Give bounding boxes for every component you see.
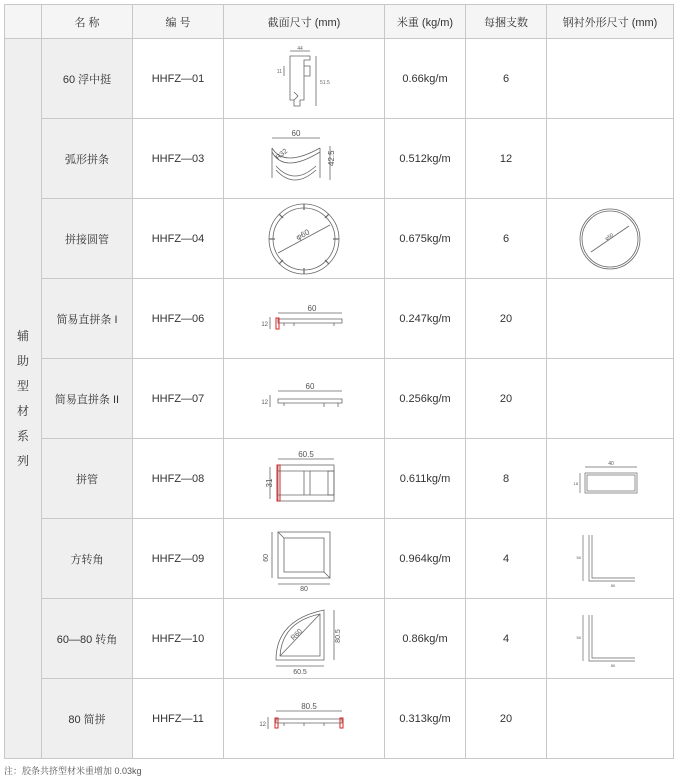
svg-text:R32: R32 xyxy=(274,147,290,162)
steel-cell xyxy=(547,199,674,279)
table-row xyxy=(5,119,674,199)
svg-text:60.5: 60.5 xyxy=(293,668,307,676)
table-row xyxy=(5,599,674,679)
count-cell: 8 xyxy=(466,439,547,519)
svg-text:12: 12 xyxy=(261,399,268,406)
name-cell: 拼管 xyxy=(42,439,133,519)
header-corner xyxy=(5,5,42,39)
profile-table xyxy=(4,4,674,759)
count-cell: 6 xyxy=(466,199,547,279)
weight-cell: 0.86kg/m xyxy=(385,599,466,679)
svg-text:42.5: 42.5 xyxy=(327,149,336,166)
table-row xyxy=(5,359,674,439)
header-weight: 米重 (kg/m) xyxy=(385,5,466,39)
category-cell xyxy=(5,39,42,759)
weight-cell: 0.611kg/m xyxy=(385,439,466,519)
section-drawing-cell xyxy=(224,519,385,599)
svg-text:50: 50 xyxy=(576,634,581,640)
svg-text:80.5: 80.5 xyxy=(335,628,342,643)
svg-text:φ60: φ60 xyxy=(294,227,312,242)
weight-cell: 0.512kg/m xyxy=(385,119,466,199)
svg-text:R60: R60 xyxy=(289,627,304,642)
section-drawing-cell xyxy=(224,439,385,519)
svg-text:50: 50 xyxy=(576,554,581,560)
weight-cell: 0.247kg/m xyxy=(385,279,466,359)
steel-cell xyxy=(547,119,674,199)
steel-cell xyxy=(547,439,674,519)
code-cell: HHFZ—08 xyxy=(133,439,224,519)
section-drawing xyxy=(254,299,354,339)
svg-text:60.5: 60.5 xyxy=(298,449,314,459)
steel-drawing xyxy=(577,206,643,272)
svg-text:50: 50 xyxy=(610,662,616,668)
weight-cell: 0.256kg/m xyxy=(385,359,466,439)
name-cell: 方转角 xyxy=(42,519,133,599)
section-drawing-cell xyxy=(224,599,385,679)
weight-cell: 0.675kg/m xyxy=(385,199,466,279)
svg-text:60: 60 xyxy=(307,303,317,313)
svg-text:12: 12 xyxy=(261,321,268,328)
steel-drawing xyxy=(575,529,645,589)
svg-text:80: 80 xyxy=(300,585,308,593)
svg-text:12: 12 xyxy=(259,721,266,728)
steel-cell xyxy=(547,359,674,439)
svg-text:φ50: φ50 xyxy=(604,231,615,242)
table-row xyxy=(5,679,674,759)
svg-text:60: 60 xyxy=(305,381,315,391)
section-drawing-cell xyxy=(224,279,385,359)
name-cell: 简易直拼条 II xyxy=(42,359,133,439)
name-cell: 弧形拼条 xyxy=(42,119,133,199)
count-cell: 20 xyxy=(466,359,547,439)
svg-text:11: 11 xyxy=(276,68,282,75)
section-drawing-cell xyxy=(224,119,385,199)
name-cell: 80 简拼 xyxy=(42,679,133,759)
section-drawing xyxy=(254,604,354,674)
code-cell: HHFZ—04 xyxy=(133,199,224,279)
section-drawing-cell xyxy=(224,39,385,119)
steel-cell xyxy=(547,39,674,119)
header-count: 每捆支数 xyxy=(466,5,547,39)
header-row xyxy=(5,5,674,39)
name-cell: 拼接圆管 xyxy=(42,199,133,279)
category-label: 辅 助 型 材 系 列 xyxy=(16,328,29,468)
steel-cell xyxy=(547,279,674,359)
svg-text:44: 44 xyxy=(297,45,303,52)
code-cell: HHFZ—01 xyxy=(133,39,224,119)
svg-text:51.5: 51.5 xyxy=(320,79,330,86)
count-cell: 6 xyxy=(466,39,547,119)
section-drawing xyxy=(264,201,344,277)
header-code: 编 号 xyxy=(133,5,224,39)
svg-text:80.5: 80.5 xyxy=(301,701,317,711)
count-cell: 4 xyxy=(466,519,547,599)
svg-text:31: 31 xyxy=(265,478,274,487)
weight-cell: 0.66kg/m xyxy=(385,39,466,119)
name-cell: 简易直拼条 I xyxy=(42,279,133,359)
steel-cell xyxy=(547,599,674,679)
svg-text:40: 40 xyxy=(608,460,614,467)
count-cell: 12 xyxy=(466,119,547,199)
section-drawing-cell xyxy=(224,199,385,279)
steel-drawing xyxy=(575,609,645,669)
footnote: 注：胶条共挤型材米重增加 0.03kg xyxy=(4,766,142,776)
table-row xyxy=(5,199,674,279)
count-cell: 20 xyxy=(466,279,547,359)
header-steel: 钢衬外形尺寸 (mm) xyxy=(547,5,674,39)
weight-cell: 0.964kg/m xyxy=(385,519,466,599)
count-cell: 20 xyxy=(466,679,547,759)
code-cell: HHFZ—07 xyxy=(133,359,224,439)
section-drawing xyxy=(254,526,354,592)
section-drawing xyxy=(254,699,354,739)
section-drawing xyxy=(254,379,354,419)
steel-drawing xyxy=(575,459,645,499)
table-row xyxy=(5,39,674,119)
table-row xyxy=(5,519,674,599)
svg-text:18: 18 xyxy=(573,480,578,486)
code-cell: HHFZ—06 xyxy=(133,279,224,359)
section-drawing xyxy=(264,46,344,112)
code-cell: HHFZ—11 xyxy=(133,679,224,759)
code-cell: HHFZ—09 xyxy=(133,519,224,599)
header-section: 截面尺寸 (mm) xyxy=(224,5,385,39)
header-name: 名 称 xyxy=(42,5,133,39)
section-drawing-cell xyxy=(224,679,385,759)
section-drawing xyxy=(254,126,354,192)
svg-text:50: 50 xyxy=(610,582,616,588)
steel-cell xyxy=(547,519,674,599)
weight-cell: 0.313kg/m xyxy=(385,679,466,759)
count-cell: 4 xyxy=(466,599,547,679)
name-cell: 60—80 转角 xyxy=(42,599,133,679)
svg-text:60: 60 xyxy=(263,553,270,562)
name-cell: 60 浮中挺 xyxy=(42,39,133,119)
svg-text:60: 60 xyxy=(291,128,301,138)
table-row xyxy=(5,439,674,519)
steel-cell xyxy=(547,679,674,759)
table-row xyxy=(5,279,674,359)
code-cell: HHFZ—10 xyxy=(133,599,224,679)
section-drawing-cell xyxy=(224,359,385,439)
section-drawing xyxy=(254,449,354,509)
code-cell: HHFZ—03 xyxy=(133,119,224,199)
